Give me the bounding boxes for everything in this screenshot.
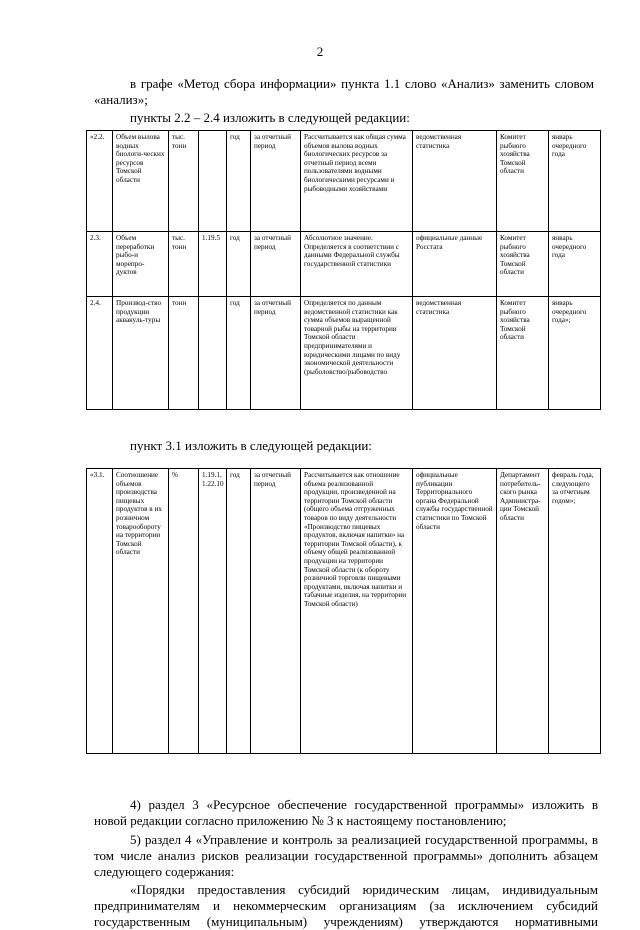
data-source: официальные данные Росстата bbox=[413, 232, 497, 297]
deadline: январь очередного года»; bbox=[549, 297, 601, 410]
indicator-name: Производ-ство продукции аквакуль-туры bbox=[113, 297, 169, 410]
row-number: «3.1. bbox=[87, 469, 113, 754]
paragraph-subsidies-order: «Порядки предоставления субсидий юридическим лицам, индивидуальным предпринимателям и некоммерческим организациям (за исключением субсидий государственным (муниципальным) учреждениям) утверждаются нормативными bbox=[94, 882, 598, 929]
time-characteristic: за отчетный период bbox=[251, 232, 301, 297]
table-row bbox=[87, 297, 601, 410]
time-characteristic: за отчетный период bbox=[251, 297, 301, 410]
calculation-method: Рассчитывается как общая сумма объемов вылова водных биологических ресурсов за отчетный период всеми пользователями водными биологическими ресурсами и рыбоводными хозяйствами bbox=[301, 131, 413, 232]
indicators-table-3 bbox=[86, 468, 601, 754]
indicator-name: Объем вылова водных биологи-ческих ресурсов Томской области bbox=[113, 131, 169, 232]
okved-code: 1.19.5 bbox=[199, 232, 227, 297]
calculation-method: Абсолютное значение. Определяется в соответствии с данными Федеральной службы государственной статистики bbox=[301, 232, 413, 297]
responsible-body: Комитет рыбного хозяйства Томской области bbox=[497, 297, 549, 410]
okved-code bbox=[199, 297, 227, 410]
deadline: февраль года, следующего за отчетным годом»; bbox=[549, 469, 601, 754]
calculation-method: Определяется по данным ведомственной статистики как сумма объемов выращенной товарной рыбы на территории Томской области предпринимателями и юридическими лицами по виду экономической деятельности (рыболовство/рыбоводство bbox=[301, 297, 413, 410]
paragraph-points-2-2-2-4: пункты 2.2 – 2.4 изложить в следующей редакции: bbox=[130, 110, 410, 125]
row-number: «2.2. bbox=[87, 131, 113, 232]
paragraph-section-3: 4) раздел 3 «Ресурсное обеспечение государственной программы» изложить в новой редакции согласно приложению № 3 к настоящему постановлению; bbox=[94, 797, 598, 828]
unit: тонн bbox=[169, 297, 199, 410]
deadline: январь очередного года bbox=[549, 131, 601, 232]
okved-code: 1.19.1, 1.22.10 bbox=[199, 469, 227, 754]
paragraph-graph-method: в графе «Метод сбора информации» пункта 1.1 слово «Анализ» заменить словом «анализ»; bbox=[94, 76, 594, 107]
table-row bbox=[87, 232, 601, 297]
deadline: январь очередного года bbox=[549, 232, 601, 297]
paragraph-section-4: 5) раздел 4 «Управление и контроль за реализацией государственной программы, в том числе анализ рисков реализации государственной программы» дополнить абзацем следующего содержания: bbox=[94, 832, 598, 879]
unit: тыс. тонн bbox=[169, 232, 199, 297]
indicator-name: Соотношение объемов производства пищевых продуктов в их розничном товарообороту на территории Томской области bbox=[113, 469, 169, 754]
row-number: 2.3. bbox=[87, 232, 113, 297]
unit: % bbox=[169, 469, 199, 754]
periodicity: год bbox=[227, 297, 251, 410]
okved-code bbox=[199, 131, 227, 232]
unit: тыс. тонн bbox=[169, 131, 199, 232]
periodicity: год bbox=[227, 232, 251, 297]
responsible-body: Комитет рыбного хозяйства Томской области bbox=[497, 131, 549, 232]
responsible-body: Департамент потребитель-ского рынка Администра-ции Томской области bbox=[497, 469, 549, 754]
data-source: официальные публикации Территориального органа Федеральной службы государственной статистики по Томской области bbox=[413, 469, 497, 754]
page-number: 2 bbox=[316, 44, 324, 59]
responsible-body: Комитет рыбного хозяйства Томской области bbox=[497, 232, 549, 297]
indicator-name: Объем переработки рыбо-и морепро-дуктов bbox=[113, 232, 169, 297]
data-source: ведомственная статистика bbox=[413, 131, 497, 232]
data-source: ведомственная статистика bbox=[413, 297, 497, 410]
periodicity: год bbox=[227, 131, 251, 232]
table-row bbox=[87, 469, 601, 754]
periodicity: год bbox=[227, 469, 251, 754]
time-characteristic: за отчетный период bbox=[251, 131, 301, 232]
table-row bbox=[87, 131, 601, 232]
calculation-method: Рассчитывается как отношение объема реализованной продукции, произведенной на территории Томской области (общего объема отгруженных товаров по виду деятельности «Производство пищевых продуктов, включая напитки» на территории Томской области), к объему общей реализованной продукции на территории Томской области (к обороту розничной торговли пищевыми продуктами, включая напитки и табачные изделия, на территории Томской области) bbox=[301, 469, 413, 754]
row-number: 2.4. bbox=[87, 297, 113, 410]
indicators-table-2 bbox=[86, 130, 601, 410]
paragraph-point-3-1: пункт 3.1 изложить в следующей редакции: bbox=[130, 438, 372, 453]
time-characteristic: за отчетный период bbox=[251, 469, 301, 754]
